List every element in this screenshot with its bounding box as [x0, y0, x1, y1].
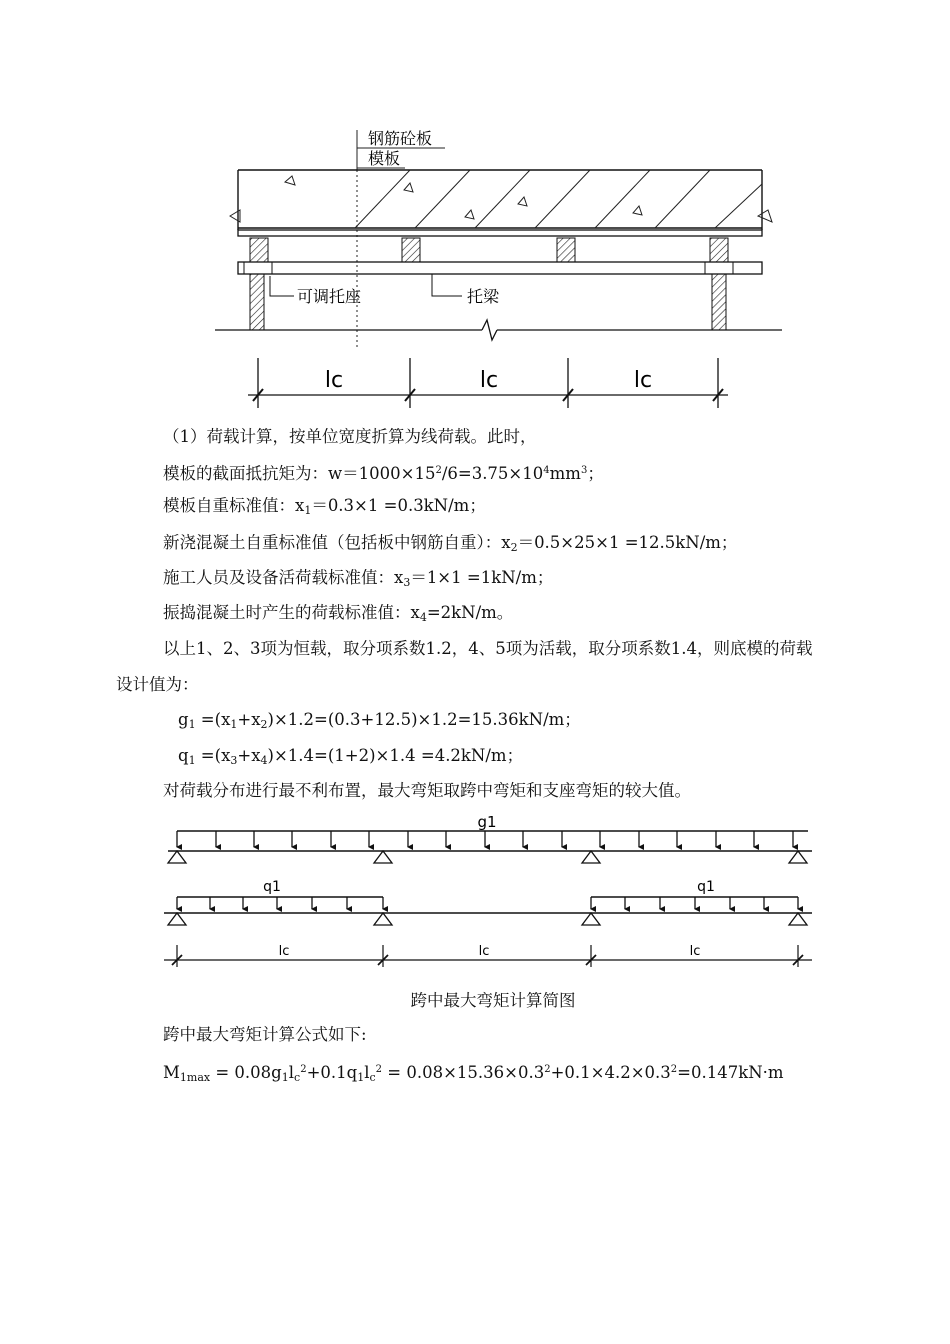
span-label-3: lc: [633, 368, 653, 393]
formula-q1: $q_1 =(x_3+x_4)\times 1.4=(1+2)\times 1.4 =4.2kN/m$；: [178, 746, 524, 767]
span-label-1: lc: [324, 368, 344, 393]
figure-caption: 跨中最大弯矩计算简图: [410, 991, 576, 1010]
q1-pattern-load: [164, 897, 812, 925]
formwork-section-diagram: [200, 120, 800, 420]
paragraph-concrete-weight: 新浇混凝土自重标准值（包括板中钢筋自重）：$x_2=0.5\times 25\times 1 =12.5kN/m$；: [163, 533, 738, 554]
paragraph-section-modulus: 模板的截面抵抗矩为：$w=1000\times 15^2/6=3.75\times 10^4mm^3$；: [163, 464, 604, 483]
q1-right-label: q1: [697, 879, 715, 895]
paragraph-load-combination-line1: 以上1、2、3项为恒载，取分项系数1.2，4、5项为活载，取分项系数1.4，则底模的荷载: [163, 639, 813, 658]
g1-label: g1: [477, 813, 497, 831]
ground-line: [215, 320, 782, 340]
rc-slab-label: 钢筋砼板: [368, 129, 433, 148]
concrete-slab: [230, 170, 772, 230]
formwork-label: 模板: [368, 149, 401, 168]
formula-max-moment: $M_{1max} = 0.08g_1l_c^2+0.1q_1l_c^2 = 0.08\times 15.36\times 0.3^2+0.1\times 4.2\times 0.3^2=0.147kN\cdot m$: [163, 1063, 784, 1084]
formula-g1: $g_1 =(x_1+x_2)\times 1.2=(0.3+12.5)\times 1.2=15.36kN/m$；: [178, 710, 581, 731]
paragraph-load-calc: （1）荷载计算，按单位宽度折算为线荷载。此时，: [163, 427, 537, 446]
paragraph-unfavorable-layout: 对荷载分布进行最不利布置，最大弯矩取跨中弯矩和支座弯矩的较大值。: [163, 781, 691, 800]
load-span-label-1: lc: [278, 944, 290, 959]
adjustable-support-label: 可调托座: [297, 287, 362, 306]
paragraph-load-combination-line2: 设计值为：: [116, 675, 199, 694]
paragraph-vibration-load: 振捣混凝土时产生的荷载标准值：$x_4=2kN/m$。: [163, 603, 514, 624]
support-beam: [238, 262, 762, 274]
load-span-label-2: lc: [478, 944, 490, 959]
span-label-2: lc: [479, 368, 499, 393]
paragraph-formwork-weight: 模板自重标准值：$x_1=0.3\times 1 =0.3kN/m$；: [163, 496, 486, 517]
joists: [250, 238, 728, 262]
paragraph-live-load: 施工人员及设备活荷载标准值：$x_3=1\times 1 =1kN/m$；: [163, 568, 554, 589]
load-span-label-3: lc: [689, 944, 701, 959]
formwork-plank: [238, 230, 762, 236]
paragraph-moment-formula-intro: 跨中最大弯矩计算公式如下:: [163, 1025, 367, 1044]
g1-full-load: [168, 831, 812, 863]
support-beam-label: 托梁: [467, 287, 500, 306]
q1-left-label: q1: [263, 879, 281, 895]
load-layout-diagram: [150, 805, 830, 975]
